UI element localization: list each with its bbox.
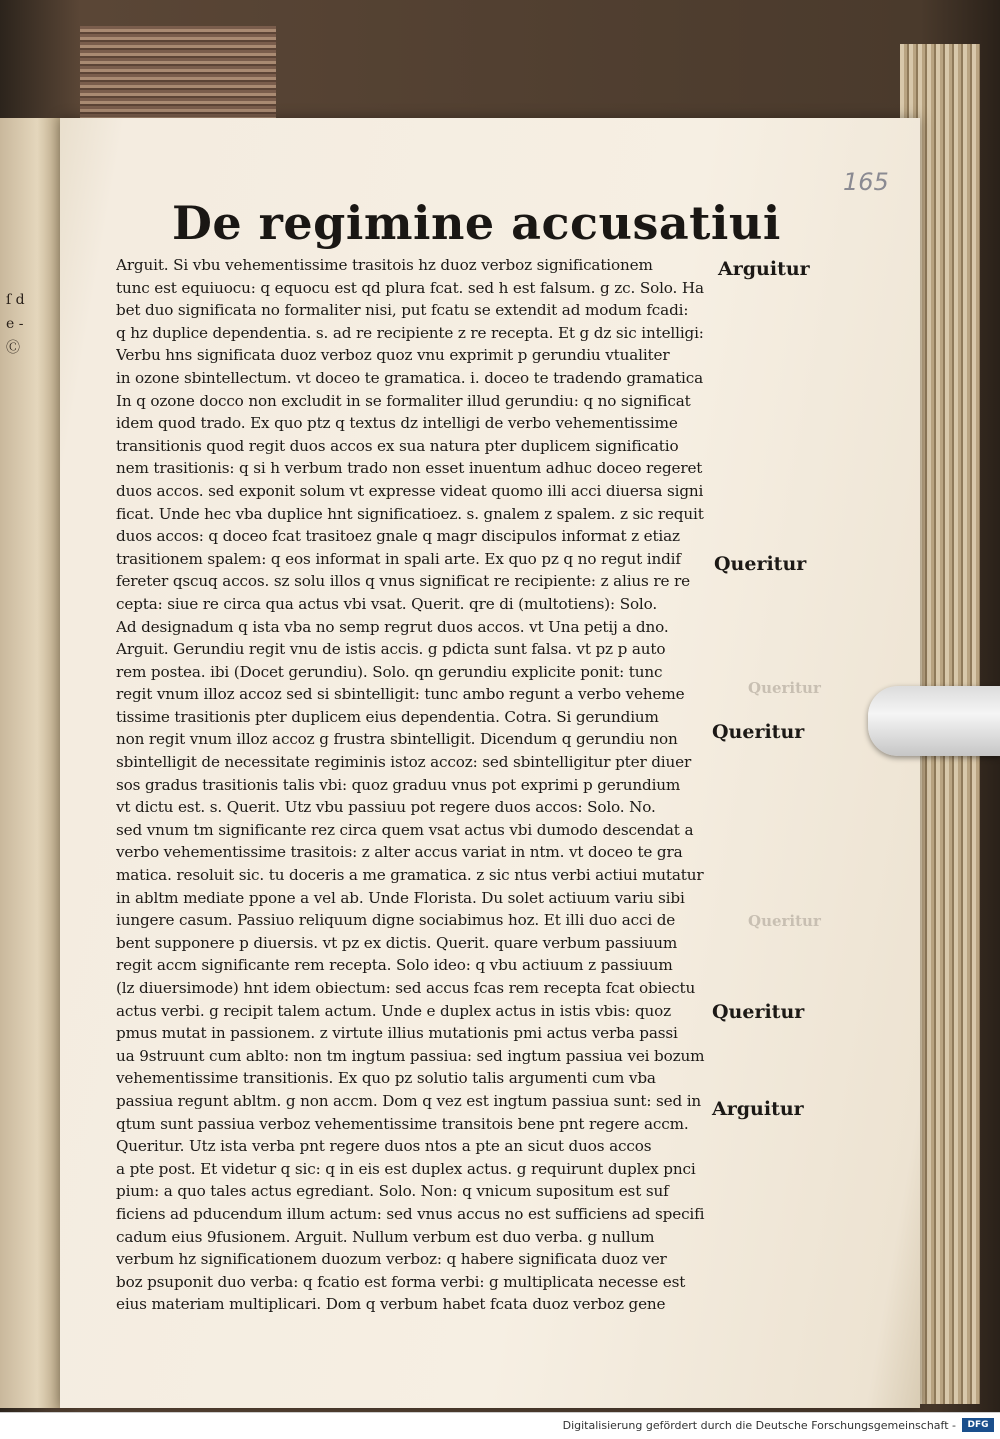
body-text-line: q hz duplice dependentia. s. ad re recipiente z re recepta. Et g dz sic intelligi: (116, 323, 704, 342)
body-text-line: boz psuponit duo verba: q fcatio est forma verbi: g multiplicata necesse est (116, 1272, 686, 1291)
body-text-line: pium: a quo tales actus egrediant. Solo. Non: q vnicum supositum est suf (116, 1182, 669, 1201)
body-text-line: in abltm mediate ppone a vel ab. Unde Florista. Du solet actiuum variu sibi (116, 888, 685, 907)
body-text-line: vt dictu est. s. Querit. Utz vbu passiuu pot regere duos accos: Solo. No. (116, 798, 656, 817)
body-text-line: idem quod trado. Ex quo ptz q textus dz intelligi de verbo vehementissime (116, 414, 678, 433)
body-text-line: regit vnum illoz accoz sed si sbintelligit: tunc ambo regunt a verbo veheme (116, 685, 685, 704)
body-text-line: transitionis quod regit duos accos ex sua natura pter duplicem significatio (116, 436, 679, 455)
body-text-line: (lz diuersimode) hnt idem obiectum: sed accus fcas rem recepta fcat obiectu (116, 979, 696, 997)
margin-note: Arguitur (718, 258, 810, 280)
facing-page-fragment: ſ d e - Ⓒ (6, 292, 25, 356)
margin-note: Queritur (712, 1001, 805, 1023)
body-text-line: rem postea. ibi (Docet gerundiu). Solo. qn gerundiu explicite ponit: tunc (116, 662, 663, 681)
body-text-line: verbo vehementissime trasitois: z alter accus variat in ntm. vt doceo te gra (116, 843, 683, 862)
body-text-line: actus verbi. g recipit talem actum. Unde e duplex actus in istis vbis: quoz (116, 1001, 671, 1020)
body-text-line: pmus mutat in passionem. z virtute illius mutationis pmi actus verba passi (116, 1024, 678, 1043)
body-text-line: ficiens ad pducendum illum actum: sed vnus accus no est sufficiens ad specifi (116, 1204, 705, 1223)
body-text-column (116, 254, 710, 1316)
body-text-line: duos accos. sed exponit solum vt expresse videat quomo illi acci diuersa signi (116, 481, 704, 500)
body-text-line: Verbu hns significata duoz verboz quoz vnu exprimit p gerundiu vtualiter (116, 346, 670, 365)
digitization-footer (0, 1412, 1000, 1439)
page-stack-top (80, 26, 276, 118)
body-text-line: trasitionem spalem: q eos informat in spali arte. Ex quo pz q no regut indif (116, 549, 681, 568)
pencil-folio-number: 165 (843, 168, 889, 196)
body-text-line: verbum hz significationem duozum verboz: q habere significata duoz ver (116, 1250, 667, 1269)
dfg-logo-icon: DFG (962, 1418, 994, 1432)
body-text-line: a pte post. Et videtur q sic: q in eis est duplex actus. g requirunt duplex pnci (116, 1159, 696, 1178)
body-text-line: tunc est equiuocu: q equocu est qd plura fcat. sed h est falsum. g zc. Solo. Ha (116, 278, 704, 297)
page-heading: De regimine accusatiui (172, 196, 781, 250)
body-text-line: cadum eius 9fusionem. Arguit. Nullum verbum est duo verba. g nullum (116, 1227, 655, 1246)
body-text-line: regit accm significante rem recepta. Solo ideo: q vbu actiuum z passiuum (116, 956, 673, 975)
body-text-line: cepta: siue re circa qua actus vbi vsat. Querit. qre di (multotiens): Solo. (116, 594, 658, 613)
body-text-line: iungere casum. Passiuo reliquum digne sociabimus hoz. Et illi duo acci de (116, 911, 676, 930)
body-text-line: vehementissime transitionis. Ex quo pz solutio talis argumenti cum vba (116, 1069, 656, 1088)
body-text-line: in ozone sbintellectum. vt doceo te gramatica. i. doceo te tradendo gramatica (116, 368, 704, 387)
body-text-line: passiua regunt abltm. g non accm. Dom q vez est ingtum passiua sunt: sed in (116, 1091, 702, 1110)
body-text-line: bent supponere p diuersis. vt pz ex dictis. Querit. quare verbum passiuum (116, 933, 678, 952)
body-text-line: non regit vnum illoz accoz g frustra sbintelligit. Dicendum q gerundiu non (116, 730, 678, 749)
body-text-line: sbintelligit de necessitate regiminis istoz accoz: sed sbintelligitur pter diuer (116, 753, 692, 772)
body-text-line: Queritur. Utz ista verba pnt regere duos ntos a pte an sicut duos accos (116, 1137, 652, 1156)
body-text-line: eius materiam multiplicari. Dom q verbum habet fcata duoz verboz gene (116, 1295, 666, 1314)
body-text-line: In q ozone docco non excludit in se formaliter illud gerundiu: q no significat (116, 391, 691, 410)
body-text-line: duos accos: q doceo fcat trasitoez gnale q magr discipulos informat z etiaz (116, 527, 680, 546)
page-clip (868, 686, 1000, 756)
body-text-line: Arguit. Si vbu vehementissime trasitois hz duoz verboz significationem (116, 256, 653, 274)
body-text-line: Arguit. Gerundiu regit vnu de istis accis. g pdicta sunt falsa. vt pz p auto (116, 640, 666, 659)
body-text-line: fereter qscuq accos. sz solu illos q vnus significat re recipiente: z alius re re (116, 572, 690, 591)
body-text-line: ficat. Unde hec vba duplice hnt significatioez. s. gnalem z spalem. z sic requit (116, 504, 704, 523)
body-text-line: sos gradus trasitionis talis vbi: quoz graduu vnus pot exprimi p gerundium (116, 775, 681, 794)
facing-page-edge (0, 118, 62, 1408)
margin-note: Arguitur (712, 1098, 804, 1120)
margin-note: Queritur (712, 721, 805, 743)
show-through-note: Queritur (748, 912, 821, 930)
body-text-line: ua 9struunt cum ablto: non tm ingtum passiua: sed ingtum passiua vei bozum (116, 1046, 705, 1065)
body-text-line: Ad designadum q ista vba no semp regrut duos accos. vt Una petij a dno. (116, 617, 669, 636)
show-through-note: Queritur (748, 679, 821, 697)
body-text-line: nem trasitionis: q si h verbum trado non esset inuentum adhuc doceo regeret (116, 459, 703, 478)
body-text-line: matica. resoluit sic. tu doceris a me gramatica. z sic ntus verbi actiui mutatur (116, 866, 704, 885)
body-text-line: qtum sunt passiua verboz vehementissime transitois bene pnt regere accm. (116, 1114, 689, 1133)
body-text-line: tissime trasitionis pter duplicem eius dependentia. Cotra. Si gerundium (116, 707, 659, 726)
margin-note: Queritur (714, 553, 807, 575)
body-text-line: bet duo significata no formaliter nisi, put fcatu se extendit ad modum fcadi: (116, 301, 689, 320)
body-text-line: sed vnum tm significante rez circa quem vsat actus vbi dumodo descendat a (116, 820, 694, 839)
footer-credit: Digitalisierung gefördert durch die Deutsche Forschungsgemeinschaft - (562, 1419, 956, 1432)
